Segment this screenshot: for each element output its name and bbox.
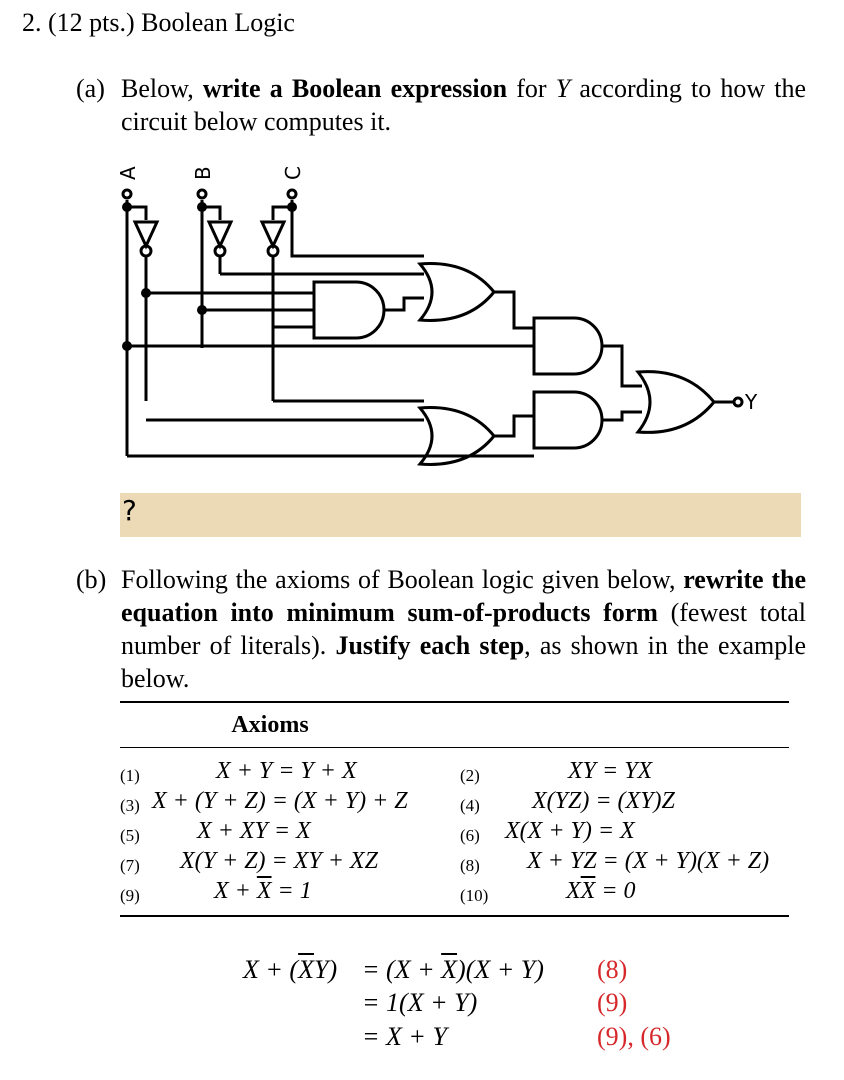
output-label-y: Y [745, 390, 758, 414]
axiom-expression: X + (Y + Z) = (X + Y) + Z [152, 788, 408, 814]
axiom-number: (2) [460, 766, 480, 785]
axiom-expression: X + YZ = (X + Y)(X + Z) [527, 848, 770, 874]
example-lhs: $X + (\overline{X}Y)$ [243, 955, 338, 984]
input-terminal-b [198, 190, 206, 198]
part-a-label: (a) [76, 74, 105, 103]
axiom-number: (7) [120, 856, 140, 875]
and-gate-3 [534, 392, 602, 448]
example-step-1: = $(X + \overline{X})(X + Y)$ [362, 955, 544, 984]
or-gate-1 [420, 264, 494, 321]
axiom-expression: $X\overline{X} = 0$ [566, 878, 636, 904]
part-a-text: Below, write a Boolean expression for Y according to how the circuit below computes it. [121, 74, 807, 136]
input-label-c: C [281, 166, 305, 180]
example-just-1: (8) [597, 955, 628, 984]
axioms-mid-rule [120, 747, 789, 748]
and-gate-1 [314, 282, 384, 338]
axiom-number: (3) [120, 796, 140, 815]
inverter-a-bubble [141, 246, 151, 256]
output-terminal [734, 398, 742, 406]
inverter-a [135, 222, 157, 246]
problem-points: (12 pts.) [48, 8, 135, 37]
input-terminal-c [288, 190, 296, 198]
and-gate-2 [534, 318, 602, 374]
axiom-expression: X(YZ) = (XY)Z [532, 788, 675, 814]
wire-or1-out [494, 292, 534, 328]
axiom-expression: X(X + Y) = X [505, 818, 635, 844]
axiom-expression: X + Y = Y + X [216, 758, 357, 784]
problem-number: 2. [22, 8, 42, 37]
wire-or1-in3 [384, 298, 424, 310]
example-step-2: = 1(X + Y) [362, 988, 478, 1017]
axiom-number: (9) [120, 886, 140, 905]
part-b-text: Following the axioms of Boolean logic given below, rewrite the equation into minimum sum-of-products form (fewest total number of literals). Justify each step, as shown in the example below. [121, 565, 807, 693]
wire-or1-in1 [292, 247, 424, 256]
axiom-number: (4) [460, 796, 480, 815]
axiom-number: (1) [120, 766, 140, 785]
axiom-number: (5) [120, 826, 140, 845]
wire-or3-in1 [602, 346, 642, 386]
axiom-number: (6) [460, 826, 480, 845]
problem-heading: Boolean Logic [141, 8, 295, 37]
or-gate-3 [638, 372, 714, 433]
part-b [76, 563, 806, 698]
example-just-2: (9) [597, 988, 628, 1017]
inverter-b-bubble [215, 246, 225, 256]
inverter-b [209, 222, 231, 246]
axiom-expression: $X + \overline{X} = 1$ [214, 878, 312, 904]
axioms-top-rule [120, 701, 789, 703]
inverter-c [262, 222, 284, 246]
example-step-3: = X + Y [362, 1022, 447, 1051]
input-terminal-a [123, 190, 131, 198]
part-a [76, 72, 806, 142]
input-label-b: B [191, 166, 215, 180]
axioms-header: Axioms [231, 712, 309, 738]
axiom-number: (10) [460, 886, 489, 905]
axiom-expression: X(Y + Z) = XY + XZ [180, 848, 378, 874]
axioms-bottom-rule [120, 915, 789, 917]
input-label-a: A [116, 166, 140, 180]
answer-placeholder: ? [122, 494, 137, 527]
axiom-expression: XY = YX [568, 758, 653, 784]
logic-circuit [0, 150, 844, 480]
inverter-c-bubble [268, 246, 278, 256]
wire-or3-in2 [602, 412, 642, 420]
axiom-expression: X + XY = X [197, 818, 311, 844]
part-b-label: (b) [76, 565, 107, 594]
axiom-number: (8) [460, 856, 480, 875]
problem-title [22, 8, 295, 38]
example-just-3: (9), (6) [597, 1022, 671, 1051]
answer-box[interactable] [120, 493, 801, 537]
wire-and3-in1 [494, 416, 534, 436]
